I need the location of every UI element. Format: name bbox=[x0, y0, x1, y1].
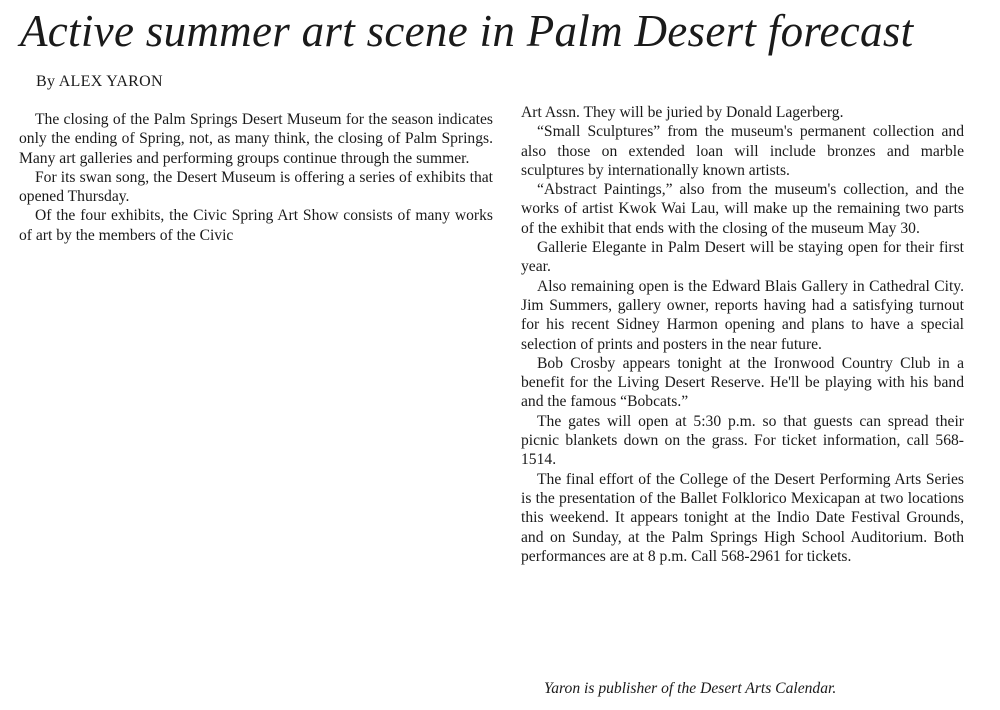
paragraph: The closing of the Palm Springs Desert Museum for the season indicates only the ending of Spring, not, as many think, the closing of Palm Springs. Many art galleries and performing groups continue through the summer. bbox=[19, 111, 493, 167]
paragraph: Art Assn. They will be juried by Donald Lagerberg. bbox=[521, 104, 844, 121]
paragraph: Of the four exhibits, the Civic Spring Art Show consists of many works of art by the members of the Civic bbox=[19, 207, 493, 244]
paragraph: “Abstract Paintings,” also from the museum's collection, and the works of artist Kwok Wai Lau, will make up the remaining two parts of the exhibit that ends with the closing of the museum May 30. bbox=[521, 181, 964, 237]
right-column bbox=[521, 103, 964, 566]
left-column bbox=[19, 110, 493, 245]
byline: By ALEX YARON bbox=[36, 73, 163, 90]
paragraph: The final effort of the College of the Desert Performing Arts Series is the presentation of the Ballet Folklorico Mexicapan at two locations this weekend. It appears tonight at the Indio Date Festival Grounds, and on Sunday, at the Palm Springs High School Auditorium. Both performances are at 8 p.m. Call 568-2961 for tickets. bbox=[521, 470, 964, 565]
author-credit: Yaron is publisher of the Desert Arts Calendar. bbox=[544, 680, 837, 697]
paragraph: For its swan song, the Desert Museum is offering a series of exhibits that opened Thursday. bbox=[19, 168, 493, 206]
headline: Active summer art scene in Palm Desert forecast bbox=[20, 6, 914, 56]
paragraph: Bob Crosby appears tonight at the Ironwood Country Club in a benefit for the Living Desert Reserve. He'll be playing with his band and the famous “Bobcats.” bbox=[521, 354, 964, 411]
paragraph: The gates will open at 5:30 p.m. so that guests can spread their picnic blankets down on the grass. For ticket information, call 568-1514. bbox=[521, 412, 964, 469]
paragraph: “Small Sculptures” from the museum's permanent collection and also those on extended loan will include bronzes and marble sculptures by internationally known artists. bbox=[521, 123, 964, 179]
paragraph: Also remaining open is the Edward Blais Gallery in Cathedral City. Jim Summers, gallery owner, reports having had a satisfying turnout for his recent Sidney Harmon opening and plans to have a special selection of prints and posters in the near future. bbox=[521, 277, 964, 353]
paragraph: Gallerie Elegante in Palm Desert will be staying open for their first year. bbox=[521, 239, 964, 276]
